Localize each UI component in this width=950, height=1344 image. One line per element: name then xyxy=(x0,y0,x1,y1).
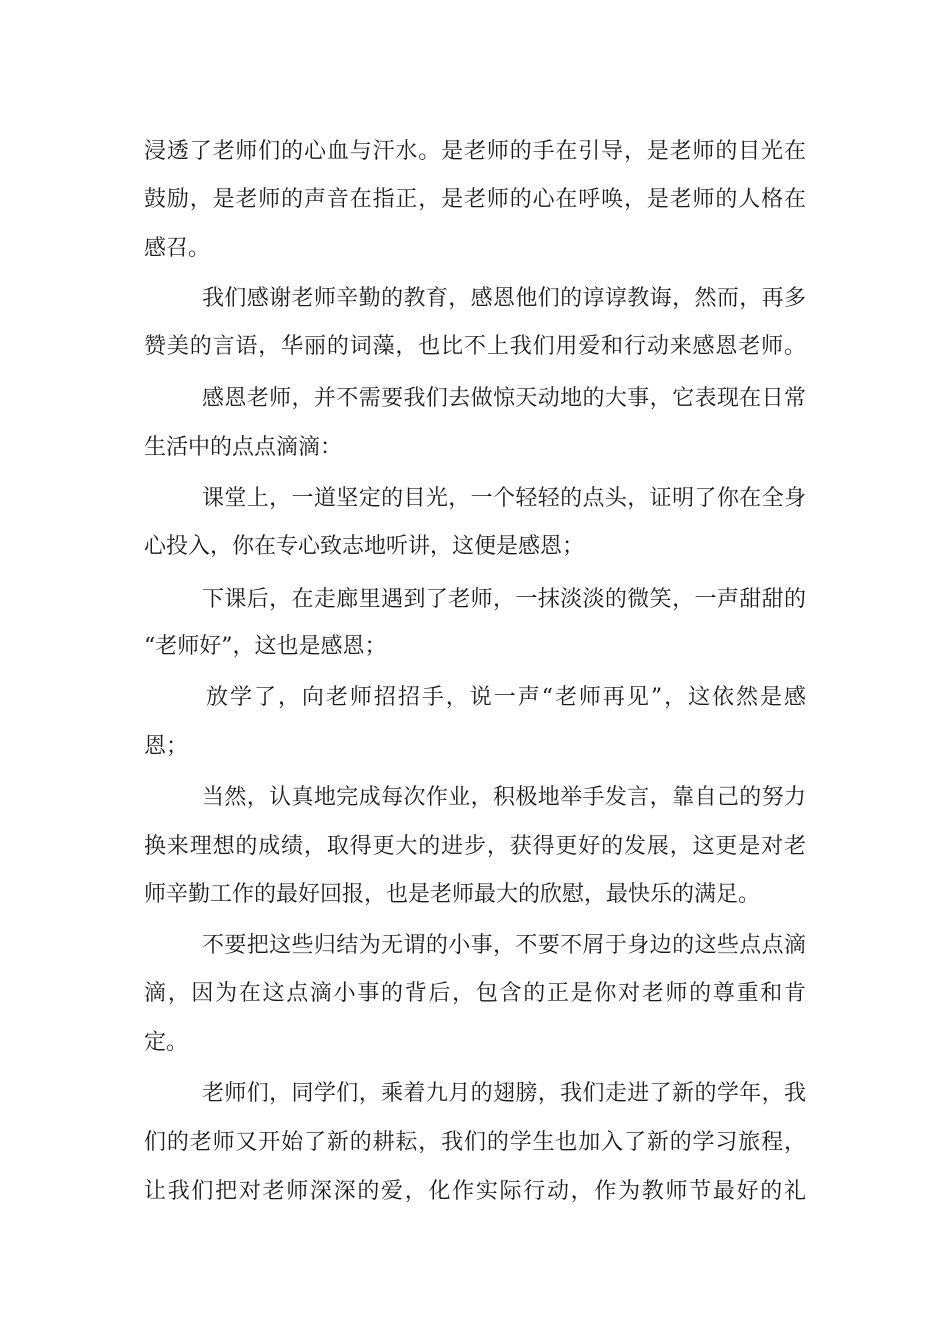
paragraph-first-line: 当然，认真地完成每次作业，积极地举手发言，靠自己的努力 xyxy=(202,785,806,810)
paragraph-first-line: 老师们，同学们，乘着九月的翅膀，我们走进了新的学年，我 xyxy=(202,1081,806,1106)
text-line: 换来理想的成绩，取得更大的进步，获得更好的发展，这更是对老 xyxy=(144,834,806,859)
text-line: 让我们把对老师深深的爱，化作实际行动，作为教师节最好的礼 xyxy=(144,1179,806,1204)
text-line: 浸透了老师们的心血与汗水。是老师的手在引导，是老师的目光在 xyxy=(144,139,806,164)
paragraph-first-line: 感恩老师，并不需要我们去做惊天动地的大事，它表现在日常 xyxy=(202,386,806,411)
text-line: 赞美的言语，华丽的词藻，也比不上我们用爱和行动来感恩老师。 xyxy=(144,334,806,359)
text-line: 生活中的点点滴滴： xyxy=(144,435,343,460)
text-line: 师辛勤工作的最好回报，也是老师最大的欣慰，最快乐的满足。 xyxy=(144,882,761,907)
paragraph-first-line: 放学了，向老师招招手，说一声“老师再见”，这依然是感 xyxy=(206,685,806,710)
paragraph-first-line: 不要把这些归结为无谓的小事，不要不屑于身边的这些点点滴 xyxy=(202,933,806,958)
text-line: 心投入，你在专心致志地听讲，这便是感恩； xyxy=(144,534,585,559)
paragraph-first-line: 课堂上，一道坚定的目光，一个轻轻的点头，证明了你在全身 xyxy=(202,486,806,511)
text-line: 鼓励，是老师的声音在指正，是老师的心在呼唤，是老师的人格在 xyxy=(144,187,806,212)
text-line: 们的老师又开始了新的耕耘，我们的学生也加入了新的学习旅程， xyxy=(144,1130,806,1155)
text-line: 定。 xyxy=(144,1030,189,1055)
text-line: 恩； xyxy=(144,734,189,759)
paragraph-first-line: 我们感谢老师辛勤的教育，感恩他们的谆谆教诲，然而，再多 xyxy=(202,286,806,311)
text-line: “老师好”，这也是感恩； xyxy=(144,634,387,659)
paragraph-first-line: 下课后，在走廊里遇到了老师，一抹淡淡的微笑，一声甜甜的 xyxy=(202,587,806,612)
text-line: 感召。 xyxy=(144,236,211,261)
text-line: 滴，因为在这点滴小事的背后，包含的正是你对老师的尊重和肯 xyxy=(144,981,806,1006)
